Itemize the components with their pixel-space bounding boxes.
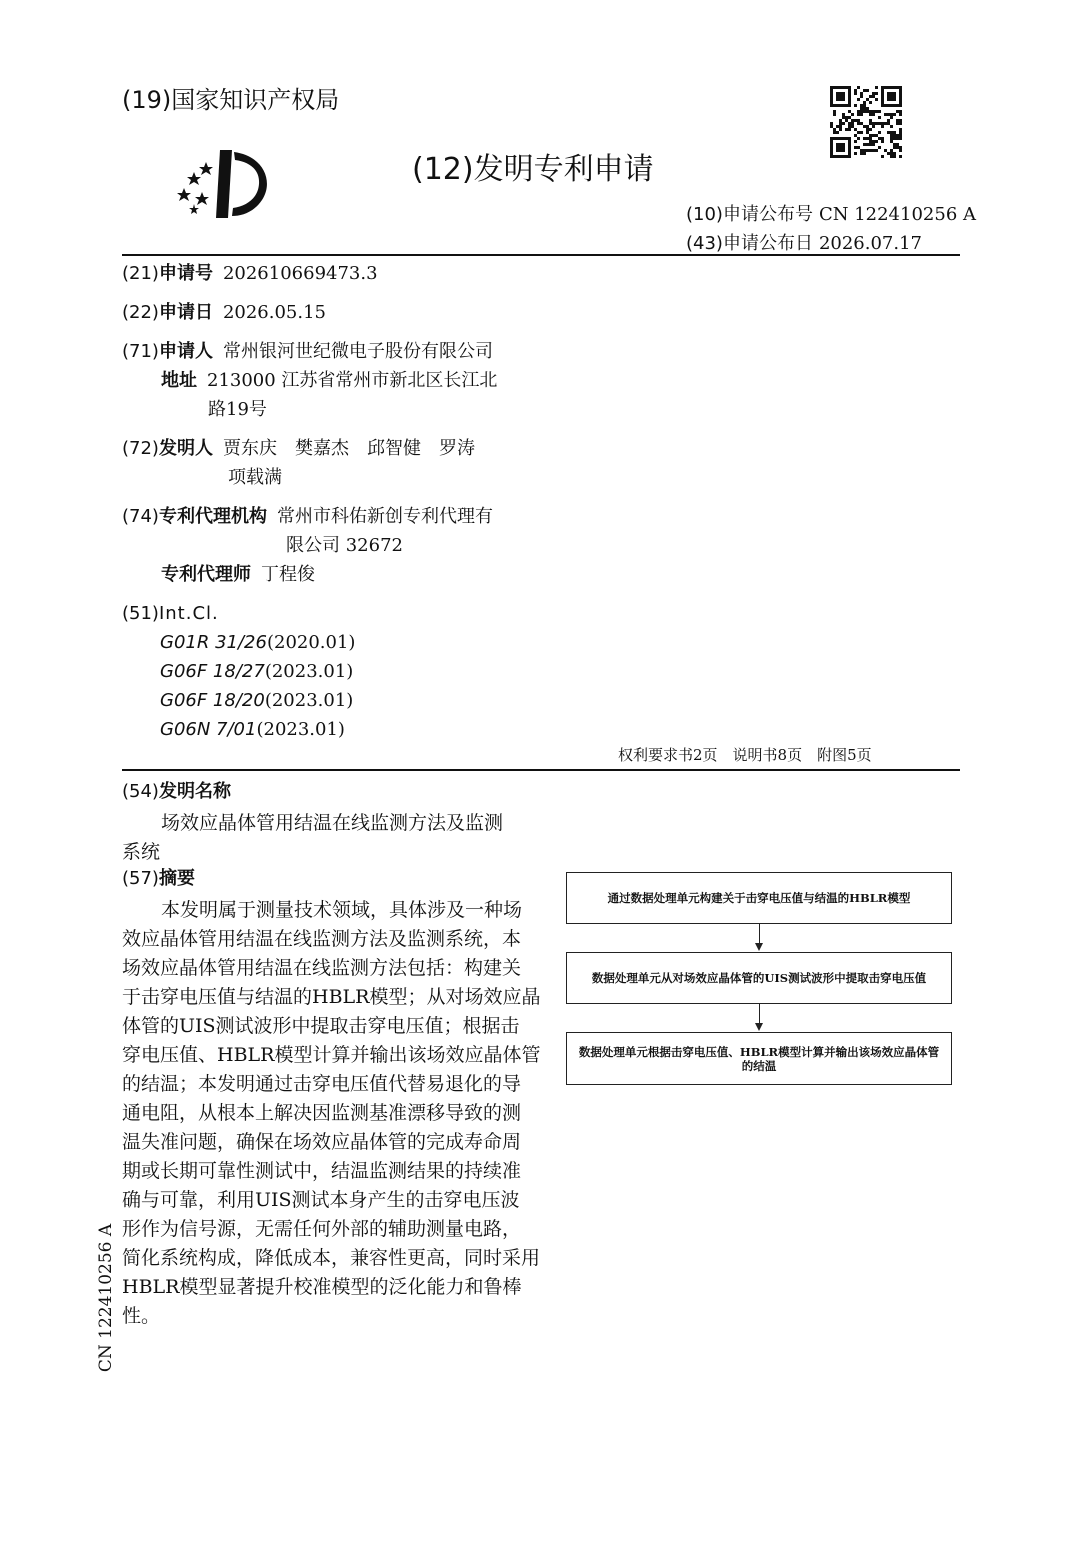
field-code: (74)	[122, 506, 159, 527]
publication-date	[686, 229, 922, 255]
field-label: 申请号	[158, 263, 213, 284]
flowchart-step-3: 数据处理单元根据击穿电压值、HBLR模型计算并输出该场效应晶体管的结温	[566, 1032, 952, 1085]
logo-emblem-icon	[172, 142, 282, 224]
application-number	[122, 259, 378, 288]
field-code: (51)	[122, 603, 159, 624]
invention-title-heading	[122, 777, 231, 806]
arrow-down-icon	[755, 943, 763, 951]
abstract-line: 形作为信号源，无需任何外部的辅助测量电路，	[122, 1218, 522, 1240]
document-type: (12)发明专利申请	[412, 152, 654, 187]
field-value: 丁程俊	[261, 564, 315, 585]
invention-title-cont: 系统	[122, 841, 161, 863]
ipc-date: (2023.01)	[256, 719, 345, 740]
int-cl	[122, 599, 219, 628]
field-code: (71)	[122, 341, 159, 362]
publication-number-value: CN 122410256 A	[818, 204, 976, 225]
applicant	[122, 337, 493, 366]
abstract-line: 场效应晶体管用结温在线监测方法包括：构建关	[122, 957, 522, 979]
flowchart-arrow-2	[759, 1004, 760, 1024]
publication-number-label: (10)申请公布号	[686, 204, 813, 225]
abstract-line: 确与可靠，利用UIS测试本身产生的击穿电压波	[122, 1189, 520, 1211]
application-date	[122, 298, 326, 327]
qr-code	[830, 86, 902, 158]
page-counts: 权利要求书2页 说明书8页 附图5页	[618, 746, 872, 764]
publication-number	[686, 200, 976, 226]
abstract-line: 的结温；本发明通过击穿电压值代替易退化的导	[122, 1073, 522, 1095]
flowchart-arrow-1	[759, 924, 760, 944]
ipc-class-2	[160, 661, 353, 682]
qr-code-icon	[830, 86, 902, 158]
abstract-heading	[122, 864, 195, 893]
flowchart-step-2: 数据处理单元从对场效应晶体管的UIS测试波形中提取击穿电压值	[566, 952, 952, 1004]
field-label: 申请人	[158, 341, 213, 362]
field-code: (54)	[122, 781, 159, 802]
ipc-date: (2023.01)	[264, 690, 354, 711]
abstract-line: 简化系统构成，降低成本，兼容性更高，同时采用	[122, 1247, 541, 1269]
field-value: 202610669473.3	[222, 263, 378, 284]
applicant-address-cont: 路19号	[208, 399, 267, 420]
publication-date-value: 2026.07.17	[818, 233, 923, 254]
abstract-line: 温失准问题，确保在场效应晶体管的完成寿命周	[122, 1131, 522, 1153]
arrow-down-icon	[755, 1023, 763, 1031]
field-code: (72)	[122, 438, 159, 459]
ipc-class-4	[160, 719, 345, 740]
field-value: 213000 江苏省常州市新北区长江北	[207, 370, 498, 391]
abstract-line: 性。	[122, 1305, 161, 1327]
patent-agency-cont: 限公司 32672	[286, 535, 403, 556]
field-label: 地址	[161, 370, 197, 391]
patent-agent	[161, 560, 315, 589]
field-value: 贾东庆 樊嘉杰 邱智健 罗涛	[222, 438, 475, 459]
field-code: (21)	[122, 263, 159, 284]
ipc-date: (2020.01)	[266, 632, 356, 653]
field-label: 申请日	[158, 302, 213, 323]
field-label: Int.Cl.	[158, 603, 219, 624]
publication-date-label: (43)申请公布日	[686, 233, 813, 254]
ipc-class-1	[160, 632, 355, 653]
abstract-line: 本发明属于测量技术领域，具体涉及一种场	[161, 899, 523, 921]
ipc-code: G06F 18/20	[160, 690, 265, 711]
field-label: 摘要	[158, 868, 195, 889]
abstract-line: 期或长期可靠性测试中，结温监测结果的持续准	[122, 1160, 522, 1182]
ipc-class-3	[160, 690, 353, 711]
header-divider	[122, 254, 960, 256]
field-label: 专利代理师	[161, 564, 251, 585]
field-code: (57)	[122, 868, 159, 889]
inventors-cont: 项载满	[228, 467, 282, 488]
patent-agency	[122, 502, 493, 531]
field-value: 常州市科佑新创专利代理有	[276, 506, 493, 527]
abstract-line: 通电阻，从根本上解决因监测基准漂移导致的测	[122, 1102, 522, 1124]
applicant-address	[161, 366, 497, 395]
field-label: 专利代理机构	[158, 506, 267, 527]
abstract-line: 效应晶体管用结温在线监测方法及监测系统，本	[122, 928, 522, 950]
ipc-date: (2023.01)	[264, 661, 354, 682]
field-value: 常州银河世纪微电子股份有限公司	[222, 341, 493, 362]
field-label: 发明人	[158, 438, 213, 459]
flowchart-step-1: 通过数据处理单元构建关于击穿电压值与结温的HBLR模型	[566, 872, 952, 924]
inventors	[122, 434, 475, 463]
field-value: 2026.05.15	[222, 302, 327, 323]
side-publication-number	[94, 1223, 118, 1372]
abstract-line: HBLR模型显著提升校准模型的泛化能力和鲁棒	[122, 1276, 522, 1298]
biblio-divider	[122, 769, 960, 771]
office-logo	[172, 142, 282, 224]
ipc-code: G06F 18/27	[160, 661, 265, 682]
side-publication-number-text: CN 122410256 A	[96, 1223, 116, 1372]
invention-title: 场效应晶体管用结温在线监测方法及监测	[161, 812, 504, 834]
abstract-line: 穿电压值、HBLR模型计算并输出该场效应晶体管	[122, 1044, 541, 1066]
field-code: (22)	[122, 302, 159, 323]
office-name: (19)国家知识产权局	[122, 86, 340, 114]
ipc-code: G01R 31/26	[160, 632, 267, 653]
abstract-line: 体管的UIS测试波形中提取击穿电压值；根据击	[122, 1015, 520, 1037]
abstract-line: 于击穿电压值与结温的HBLR模型；从对场效应晶	[122, 986, 541, 1008]
ipc-code: G06N 7/01	[160, 719, 257, 740]
field-label: 发明名称	[158, 781, 231, 802]
